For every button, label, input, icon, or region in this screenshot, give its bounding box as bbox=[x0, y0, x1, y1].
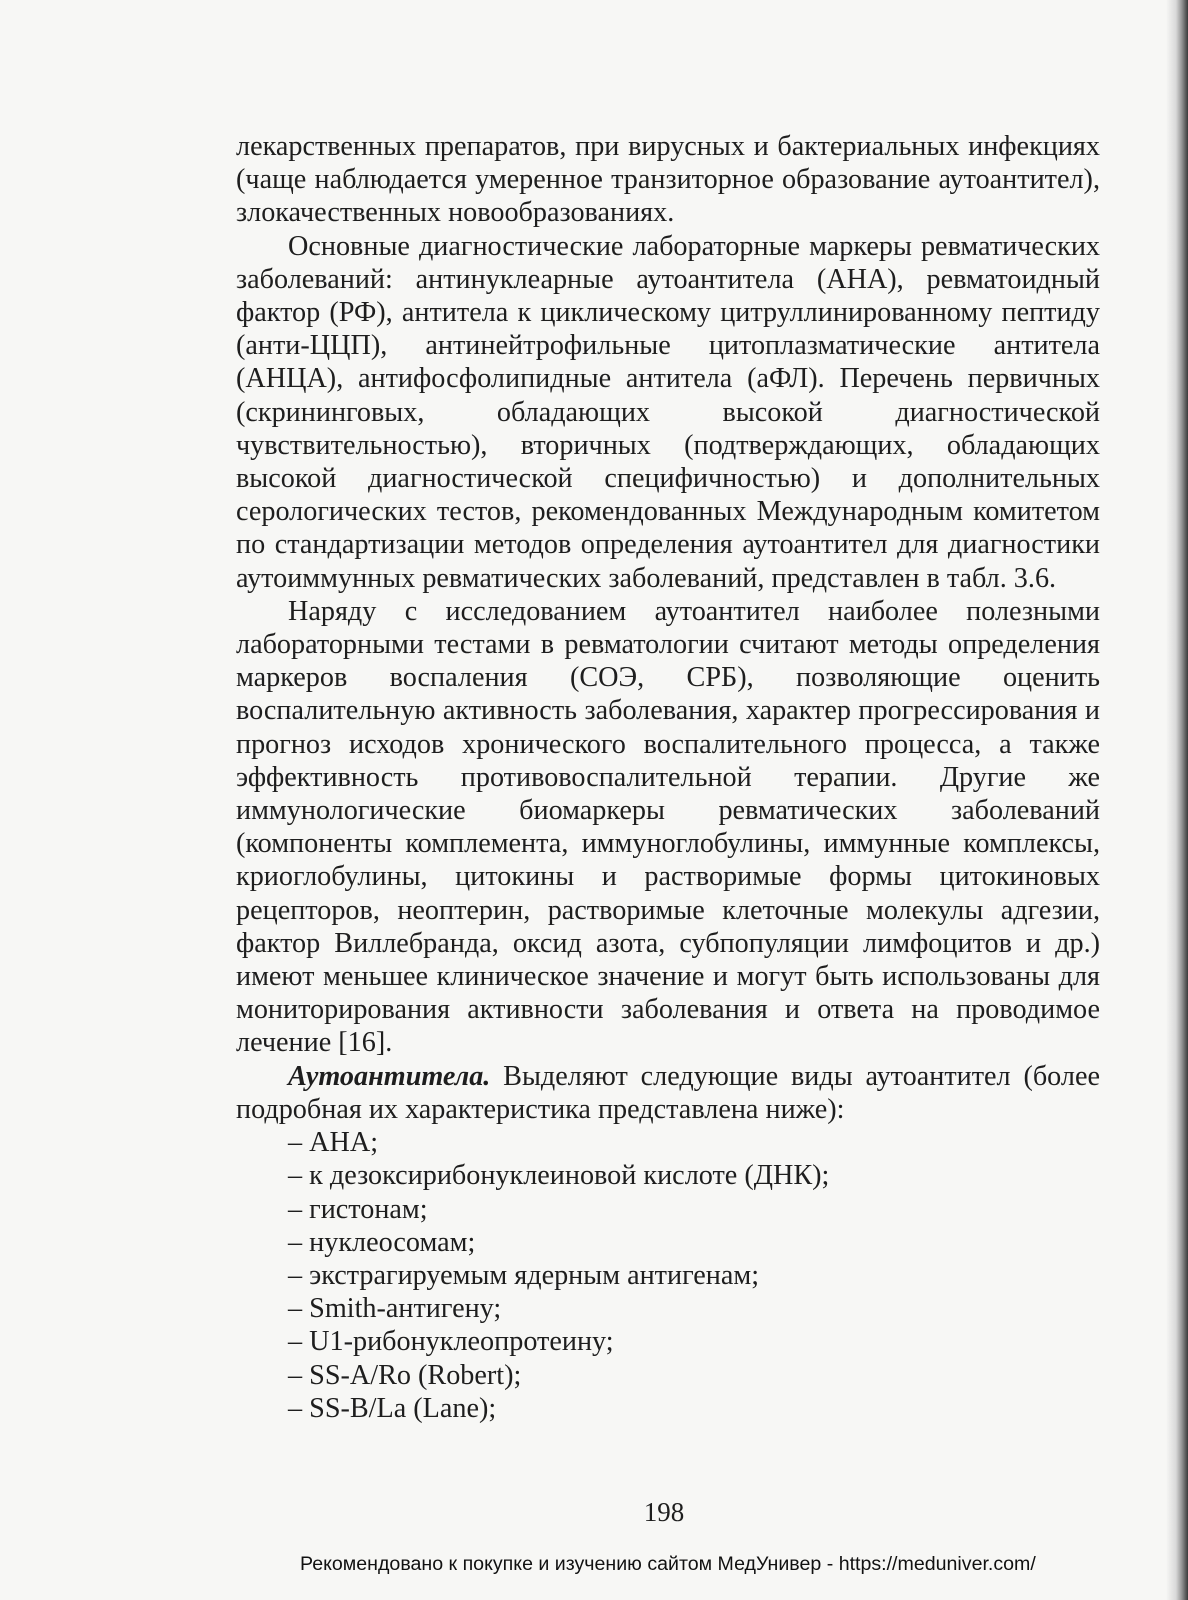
footer-watermark: Рекомендовано к покупке и изучению сайтом МедУнивер - https://meduniver.com/ bbox=[300, 1553, 1036, 1575]
autoantibodies-intro: Выделяют следующие виды аутоантител (более подробная их характеристика представлена ниже): bbox=[236, 1060, 1100, 1125]
list-item: – гистонам; bbox=[288, 1193, 428, 1225]
list-item: – SS-B/La (Lane); bbox=[288, 1392, 497, 1424]
page-number: 198 bbox=[643, 1497, 685, 1527]
list-item: – Smith-антигену; bbox=[288, 1293, 502, 1325]
paragraph-diagnostic-markers: Основные диагностические лабораторные маркеры ревматических заболеваний: антинуклеарные аутоантитела (АНА), ревматоидный фактор (РФ), антитела к циклическому цитруллинированному пептиду (анти-ЦЦП), антинейтрофильные цитоплазматические антитела (АНЦА), антифосфолипидные антитела (аФЛ). Перечень первичных (скрининговых, обладающих высокой диагностической чувствительностью), вторичных (подтверждающих, обладающих высокой диагностической специфичностью) и дополнительных серологических тестов, рекомендованных Международным комитетом по стандартизации методов определения аутоантител для диагностики аутоиммунных ревматических заболеваний, представлен в табл. 3.6. bbox=[236, 230, 1100, 594]
paragraph-inflammation-markers: Наряду с исследованием аутоантител наиболее полезными лабораторными тестами в ревматологии считают методы определения маркеров воспаления (СОЭ, СРБ), позволяющие оценить воспалительную активность заболевания, характер прогрессирования и прогноз исходов хронического воспалительного процесса, а также эффективность противовоспалительной терапии. Другие же иммунологические биомаркеры ревматических заболеваний (компоненты комплемента, иммуноглобулины, иммунные комплексы, криоглобулины, цитокины и растворимые формы цитокиновых рецепторов, неоптерин, растворимые клеточные молекулы адгезии, фактор Виллебранда, оксид азота, субпопуляции лимфоцитов и др.) имеют меньшее клиническое значение и могут быть использованы для мониторирования активности заболевания и ответа на проводимое лечение [16]. bbox=[236, 595, 1100, 1059]
list-item: – экстрагируемым ядерным антигенам; bbox=[288, 1259, 760, 1291]
list-item: – SS-A/Ro (Robert); bbox=[288, 1359, 522, 1391]
list-item: – к дезоксирибонуклеиновой кислоте (ДНК); bbox=[288, 1160, 830, 1192]
list-item: – нуклеосомам; bbox=[288, 1226, 476, 1258]
paragraph-continuation: лекарственных препаратов, при вирусных и бактериальных инфекциях (чаще наблюдается умеренное транзиторное образование аутоантител), злокачественных новообразованиях. bbox=[236, 131, 1100, 229]
paragraph-autoantibodies bbox=[236, 1060, 1100, 1126]
page-edge-shadow bbox=[1166, 0, 1188, 1600]
list-item: – U1-рибонуклеопротеину; bbox=[288, 1326, 614, 1358]
autoantibodies-heading: Аутоантитела. bbox=[288, 1060, 491, 1092]
autoantibody-list bbox=[236, 1126, 1100, 1425]
page-body bbox=[236, 130, 1100, 1425]
list-item: – АНА; bbox=[288, 1127, 379, 1159]
